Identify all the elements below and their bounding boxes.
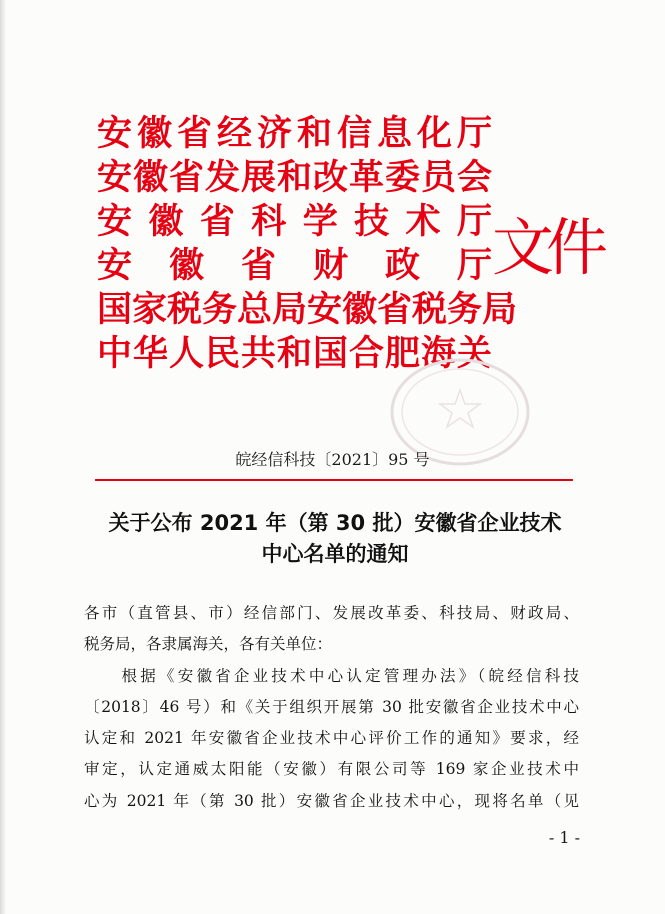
authority-line-science-technology: 安徽省科学技术厅 <box>97 201 492 242</box>
body-line-recipients-1: 各市（直管县、市）经信部门、发展改革委、科技局、财政局、 <box>84 604 579 622</box>
authority-line-development-reform: 安徽省发展和改革委员会 <box>97 157 492 198</box>
notice-title-line-1: 关于公布 2021 年（第 30 批）安徽省企业技术 <box>108 511 562 535</box>
red-divider-line <box>95 479 573 481</box>
authority-line-tax-bureau: 国家税务总局安徽省税务局 <box>97 289 518 330</box>
notice-body <box>84 598 579 817</box>
issuing-authorities <box>97 112 518 376</box>
body-line-paragraph-1: 根据《安徽省企业技术中心认定管理办法》（皖经信科技 <box>84 666 579 685</box>
body-line-paragraph-5: 心为 2021 年（第 30 批）安徽省企业技术中心，现将名单（见 <box>84 791 579 810</box>
notice-title-line-2: 中心名单的通知 <box>261 542 409 566</box>
page-number: - 1 - <box>548 828 580 847</box>
authority-line-finance: 安徽省财政厅 <box>97 245 492 286</box>
body-line-paragraph-3: 认定和 2021 年安徽省企业技术中心评价工作的通知》要求，经 <box>84 729 579 748</box>
body-line-paragraph-4: 审定，认定通威太阳能（安徽）有限公司等 169 家企业技术中 <box>84 760 579 779</box>
authority-line-economy-it: 安徽省经济和信息化厅 <box>97 113 492 154</box>
body-line-paragraph-2: 〔2018〕46 号）和《关于组织开展第 30 批安徽省企业技术中心 <box>84 697 579 716</box>
body-line-recipients-2: 税务局，各隶属海关，各有关单位： <box>84 635 333 654</box>
notice-title <box>85 508 585 570</box>
document-number: 皖经信科技〔2021〕95 号 <box>235 450 430 469</box>
authority-line-hefei-customs: 中华人民共和国合肥海关 <box>97 333 492 374</box>
document-label: 文件 <box>492 211 601 284</box>
